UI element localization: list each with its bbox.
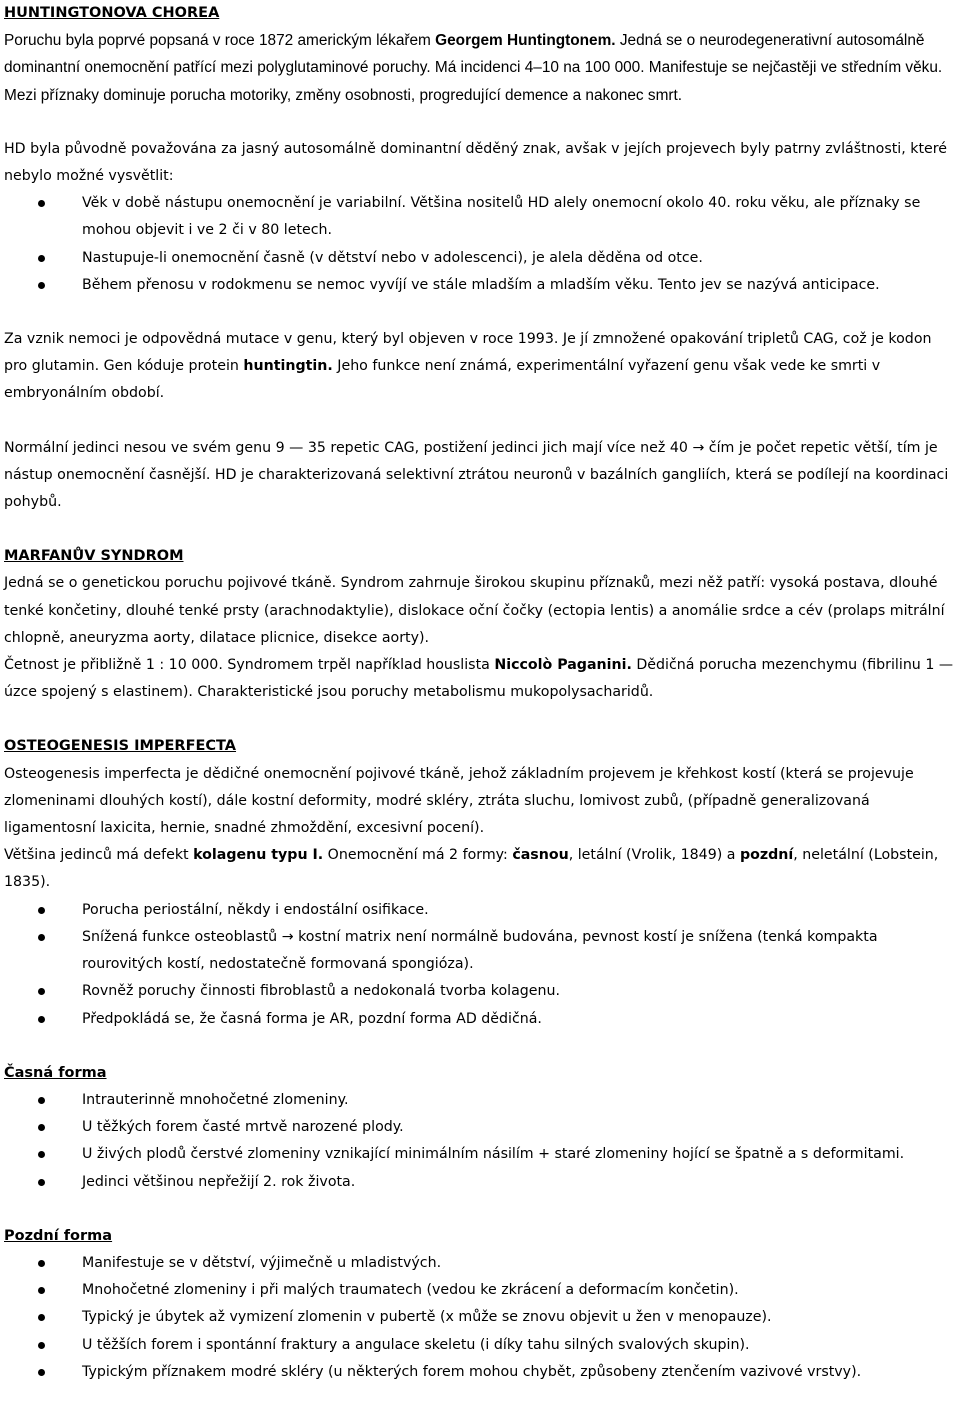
bullet-icon xyxy=(38,988,45,995)
list-item: U živých plodů čerstvé zlomeniny vznikající minimálním násilím + staré zlomeniny hojící se špatně a s deformitami. xyxy=(4,1141,954,1168)
bullet-icon xyxy=(38,200,45,207)
bullet-icon xyxy=(38,255,45,262)
bullet-icon xyxy=(38,907,45,914)
huntington-intro-name: Georgem Huntingtonem. xyxy=(435,32,616,50)
huntington-intro xyxy=(4,27,954,109)
bullet-icon xyxy=(38,1342,45,1349)
paganini-name: Niccolò Paganini. xyxy=(494,657,632,674)
list-item: U těžších forem i spontánní fraktury a angulace skeletu (i díky tahu silných svalových skupin). xyxy=(4,1332,954,1359)
list-item: Předpokládá se, že časná forma je AR, pozdní forma AD dědičná. xyxy=(4,1006,954,1033)
early-form-heading: Časná forma xyxy=(4,1064,107,1081)
bullet-icon xyxy=(38,1097,45,1104)
osteo-heading: OSTEOGENESIS IMPERFECTA xyxy=(4,738,237,755)
list-item: Rovněž poruchy činnosti fibroblastů a nedokonalá tvorba kolagenu. xyxy=(4,978,954,1005)
late-bullet-list xyxy=(4,1250,954,1386)
list-item: Snížená funkce osteoblastů → kostní matrix není normálně budována, pevnost kostí je snížena (tenká kompakta rourovitých kostí, nedostatečně formovaná spongióza). xyxy=(4,924,954,978)
early-bullet-list xyxy=(4,1087,954,1196)
osteo-para2: Většina jedinců má defekt kolagenu typu I. Onemocnění má 2 formy: časnou, letální (Vrolik, 1849) a pozdní, neletální (Lobstein, 1835). xyxy=(4,847,939,891)
list-item: Porucha periostální, někdy i endostální osifikace. xyxy=(4,897,954,924)
osteo-para1: Osteogenesis imperfecta je dědičné onemocnění pojivové tkáně, jehož základním projevem je křehkost kostí (která se projevuje zlomeninami dlouhých kostí), dále kostní deformity, modré skléry, ztráta sluchu, lomivost zubů, (případně generalizovaná ligamentosní laxicita, hernie, snadné zhmoždění, excesivní pocení). xyxy=(4,765,914,837)
marfan-para2: Četnost je přibližně 1 : 10 000. Syndromem trpěl například houslista Niccolò Paganini. Dědičná porucha mezenchymu (fibrilinu 1 — úzce spojený s elastinem). Charakteristické jsou poruchy metabolismu mukopolysacharidů. xyxy=(4,657,954,701)
osteo-bullet-list xyxy=(4,897,954,1033)
bullet-icon xyxy=(38,1287,45,1294)
huntington-para2: HD byla původně považována za jasný autosomálně dominantní děděný znak, avšak v jejích projevech byly patrny zvláštnosti, které nebylo možné vysvětlit: xyxy=(4,140,948,185)
marfan-para1: Jedná se o genetickou poruchu pojivové tkáně. Syndrom zahrnuje širokou skupinu příznaků, mezi něž patří: vysoká postava, dlouhé tenké končetiny, dlouhé tenké prsty (arachnodaktylie), dislokace oční čočky (ectopia lentis) a anomálie srdce a cév (prolaps mitrální chlopně, aneuryzma aorty, dilatace plicnice, disekce aorty). xyxy=(4,575,945,646)
bullet-icon xyxy=(38,1016,45,1023)
list-item: Mnohočetné zlomeniny i při malých traumatech (vedou ke zkrácení a deformacím končetin). xyxy=(4,1277,954,1304)
bullet-icon xyxy=(38,934,45,941)
bullet-icon xyxy=(38,282,45,289)
list-item: Nastupuje-li onemocnění časně (v dětství nebo v adolescenci), je alela děděna od otce. xyxy=(4,245,954,272)
huntington-intro-b: Jedná se o neurodegenerativní autosomálně dominantní onemocnění patřící mezi polyglutaminové poruchy. Má incidenci 4–10 na 100 000. Manifestuje se nejčastěji ve středním věku. Mezi příznaky dominuje porucha motoriky, změny osobnosti, progredující demence a nakonec smrt. xyxy=(4,32,943,104)
list-item: Typický je úbytek až vymizení zlomenin v pubertě (x může se znovu objevit u žen v menopauze). xyxy=(4,1304,954,1331)
huntington-heading: HUNTINGTONOVA CHOREA xyxy=(4,5,220,21)
huntington-para3: Za vznik nemoci je odpovědná mutace v genu, který byl objeven v roce 1993. Je jí zmnožené opakování tripletů CAG, což je kodon pro glutamin. Gen kóduje protein huntingtin. Jeho funkce není známá, experimentální vyřazení genu však vede ke smrti v embryonálním období. xyxy=(4,331,932,402)
list-item: Manifestuje se v dětství, výjimečně u mladistvých. xyxy=(4,1250,954,1277)
list-item: Během přenosu v rodokmenu se nemoc vyvíjí ve stále mladším a mladším věku. Tento jev se nazývá anticipace. xyxy=(4,272,954,299)
bullet-icon xyxy=(38,1124,45,1131)
late-form-heading: Pozdní forma xyxy=(4,1227,113,1244)
list-item: U těžkých forem časté mrtvě narozené plody. xyxy=(4,1114,954,1141)
bullet-icon xyxy=(38,1369,45,1376)
bullet-icon xyxy=(38,1260,45,1267)
list-item: Typickým příznakem modré skléry (u některých forem mohou chybět, způsobeny ztenčením vazivové vrstvy). xyxy=(4,1359,954,1386)
huntington-intro-a: Poruchu byla poprvé popsaná v roce 1872 americkým lékařem xyxy=(4,32,436,50)
list-item: Jedinci většinou nepřežijí 2. rok života. xyxy=(4,1169,954,1196)
list-item: Věk v době nástupu onemocnění je variabilní. Většina nositelů HD alely onemocní okolo 40. roku věku, ale příznaky se mohou objevit i ve 2 či v 80 letech. xyxy=(4,190,954,244)
bullet-icon xyxy=(38,1314,45,1321)
huntington-para4: Normální jedinci nesou ve svém genu 9 — 35 repetic CAG, postižení jedinci jich mají více než 40 → čím je počet repetic větší, tím je nástup onemocnění časnější. HD je charakterizovaná selektivní ztrátou neuronů v bazálních gangliích, která se podílejí na koordinaci pohybů. xyxy=(4,439,949,511)
marfan-heading: MARFANŮV SYNDROM xyxy=(4,548,184,565)
document-page xyxy=(4,0,954,1386)
huntingtin-term: huntingtin. xyxy=(243,358,333,375)
huntington-bullet-list xyxy=(4,190,954,299)
bullet-icon xyxy=(38,1179,45,1186)
bullet-icon xyxy=(38,1151,45,1158)
list-item: Intrauterinně mnohočetné zlomeniny. xyxy=(4,1087,954,1114)
